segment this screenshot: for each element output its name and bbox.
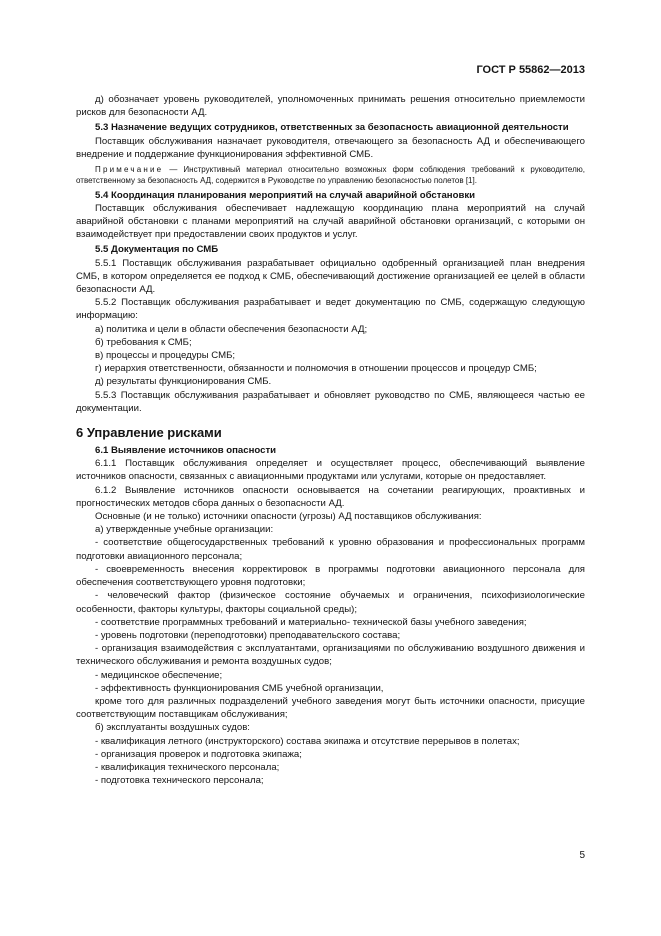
document-header: ГОСТ Р 55862—2013 xyxy=(476,64,585,76)
body-paragraph: - своевременность внесения корректировок в программы подготовки авиационного персонала для обеспечения соответствующего уровня подготовки; xyxy=(76,563,585,589)
body-paragraph: а) политика и цели в области обеспечения безопасности АД; xyxy=(95,323,368,335)
body-paragraph: 6.1.1 Поставщик обслуживания определяет и осуществляет процесс, обеспечивающий выявление источников опасности, связанных с авиационными продуктами или услугами, которые он предоставляет. xyxy=(76,458,585,483)
body-paragraph: 6.1.2 Выявление источников опасности основывается на сочетании реагирующих, проактивных и прогностических методов сбора данных о безопасности АД. xyxy=(76,484,585,509)
page-number: 5 xyxy=(579,850,585,861)
body-paragraph: д) обозначает уровень руководителей, уполномоченных принимать решения относительно приемлемости рисков для безопасности АД. xyxy=(76,94,585,119)
subsection-heading: 5.3 Назначение ведущих сотрудников, ответственных за безопасность авиационной деятельности xyxy=(95,122,569,134)
body-paragraph: 5.5.3 Поставщик обслуживания разрабатывает и обновляет руководство по СМБ, являющееся частью ее документации. xyxy=(76,389,585,414)
body-paragraph: - организация взаимодействия с эксплуатантами, организациями по обслуживанию воздушного движения и технического обслуживания и ремонта воздушных судов; xyxy=(76,643,585,668)
body-paragraph: а) утвержденные учебные организации: xyxy=(95,524,274,536)
subsection-heading: 6.1 Выявление источников опасности xyxy=(95,445,277,457)
body-paragraph: - организация проверок и подготовка экипажа; xyxy=(95,748,302,760)
body-paragraph: - квалификация летного (инструкторского) состава экипажа и отсутствие перерывов в полетах; xyxy=(95,735,520,747)
body-paragraph: 5.5.1 Поставщик обслуживания разрабатывает официально одобренный организацией план внедрения СМБ, в котором определяется ее подход к СМБ, обеспечивающий достижение организацией ее целей в области безопасности АД. xyxy=(76,257,585,296)
note-paragraph xyxy=(76,164,585,187)
body-paragraph: - человеческий фактор (физическое состояние обучаемых и ограничения, психофизиологические особенности, факторы культуры, факторы социальной среды); xyxy=(76,590,585,615)
body-paragraph: г) иерархия ответственности, обязанности и полномочия в отношении процессов и процедур СМБ; xyxy=(95,363,537,375)
body-paragraph: - эффективность функционирования СМБ учебной организации, xyxy=(95,682,384,694)
subsection-heading: 5.4 Координация планирования мероприятий на случай аварийной обстановки xyxy=(95,189,476,201)
body-paragraph: - уровень подготовки (переподготовки) преподавательского состава; xyxy=(95,629,401,641)
section-heading: 6 Управление рисками xyxy=(76,425,222,441)
body-paragraph: - подготовка технического персонала; xyxy=(95,775,264,787)
body-paragraph: 5.5.2 Поставщик обслуживания разрабатывает и ведет документацию по СМБ, содержащую следующую информацию: xyxy=(76,297,585,322)
body-paragraph: - медицинское обеспечение; xyxy=(95,669,223,681)
body-paragraph: б) эксплуатанты воздушных судов: xyxy=(95,722,250,734)
note-text: — Инструктивный материал относительно возможных форм соблюдения требований к руководителю, ответственному за безопасность АД, содержится в Руководстве по управлению безопасностью полетов [1]. xyxy=(76,165,585,186)
body-paragraph: - соответствие общегосударственных требований к уровню образования и профессиональных программ подготовки авиационного персонала; xyxy=(76,537,585,562)
body-paragraph: - соответствие программных требований и материально- технической базы учебного заведения; xyxy=(95,616,527,628)
body-paragraph: в) процессы и процедуры СМБ; xyxy=(95,350,236,362)
body-paragraph: Поставщик обслуживания обеспечивает надлежащую координацию плана мероприятий на случай аварийной обстановки с планами мероприятий на случай аварийной обстановки организаций, с которыми он взаимодействует при предоставлении своих продуктов и услуг. xyxy=(76,202,585,241)
body-paragraph: Поставщик обслуживания назначает руководителя, отвечающего за безопасность АД и обеспечивающего внедрение и поддержание функционирования эффективной СМБ. xyxy=(76,135,585,160)
body-paragraph: Основные (и не только) источники опасности (угрозы) АД поставщиков обслуживания: xyxy=(95,511,482,523)
document-body xyxy=(76,93,585,787)
body-paragraph: - квалификация технического персонала; xyxy=(95,761,280,773)
body-paragraph: д) результаты функционирования СМБ. xyxy=(95,376,272,388)
note-label: Примечание xyxy=(95,165,164,175)
body-paragraph: кроме того для различных подразделений учебного заведения могут быть источники опасности, присущие соответствующим поставщикам обслуживания; xyxy=(76,695,585,721)
subsection-heading: 5.5 Документация по СМБ xyxy=(95,244,219,256)
body-paragraph: б) требования к СМБ; xyxy=(95,336,192,348)
